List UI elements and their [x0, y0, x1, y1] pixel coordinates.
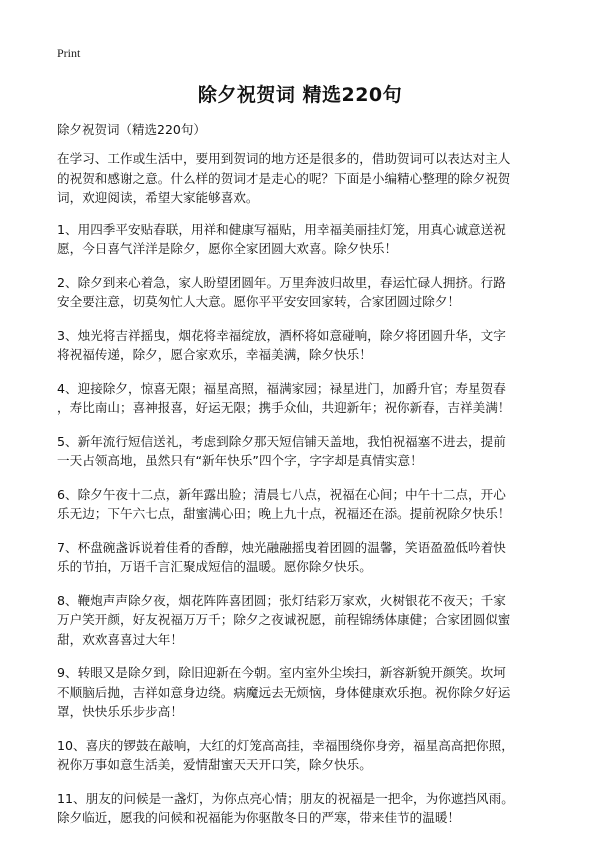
document-body: [57, 149, 547, 842]
greeting-item: 8、鞭炮声声除夕夜，烟花阵阵喜团圆；张灯结彩万家欢，火树银花不夜天；千家 万户笑开颜，好友祝福万万千；除夕之夜诚祝愿，前程锦绣体康健；合家团圆似蜜 甜，欢欢喜喜过大年！: [57, 592, 511, 647]
greeting-item: 11、朋友的问候是一盏灯，为你点亮心情；朋友的祝福是一把伞，为你遮挡风雨。 除夕临近，愿我的问候和祝福能为你驱散冬日的严寒，带来佳节的温暖！: [57, 790, 514, 825]
greeting-item: 4、迎接除夕，惊喜无限；福星高照，福满家园；禄星进门，加爵升官；寿星贺春 ，寿比南山；喜神报喜，好运无限；携手众仙，共迎新年；祝你新春，吉祥美满！: [57, 380, 511, 415]
greeting-item: 10、喜庆的锣鼓在敲响，大红的灯笼高高挂，幸福围绕你身旁，福星高高把你照， 祝你万事如意生活美，爱情甜蜜天天开口笑，除夕快乐。: [57, 737, 514, 772]
document-subtitle: 除夕祝贺词（精选220句）: [57, 122, 206, 137]
print-link[interactable]: Print: [57, 46, 81, 60]
greeting-item: 7、杯盘碗盏诉说着佳肴的香醇，烛光融融摇曳着团圆的温馨，笑语盈盈低吟着快 乐的节拍，万语千言汇聚成短信的温暖。愿你除夕快乐。: [57, 539, 506, 574]
greeting-item: 9、转眼又是除夕到，除旧迎新在今朝。室内室外尘埃扫，新容新貌开颜笑。坎坷 不顺脑后抛，吉祥如意身边绕。病魔远去无烦恼，身体健康欢乐抱。祝你除夕好运 罩，快快乐乐步步高！: [57, 665, 511, 719]
greeting-item: 3、烛光将吉祥摇曳，烟花将幸福绽放，酒杯将如意碰响，除夕将团圆升华，文字 将祝福传递，除夕，愿合家欢乐，幸福美满，除夕快乐！: [57, 327, 506, 362]
greeting-item: 5、新年流行短信送礼，考虑到除夕那天短信铺天盖地，我怕祝福塞不进去，提前 一天占领高地，虽然只有“新年快乐”四个字，字字却是真情实意！: [57, 433, 506, 468]
intro-paragraph: 在学习、工作或生活中，要用到贺词的地方还是很多的，借助贺词可以表达对主人 的祝贺和感谢之意。什么样的贺词才是走心的呢？下面是小编精心整理的除夕祝贺 词，欢迎阅读，希望大家能够喜欢。: [57, 151, 511, 205]
greeting-item: 2、除夕到来心着急，家人盼望团圆年。万里奔波归故里，春运忙碌人拥挤。行路 安全要注意，切莫匆忙人大意。愿你平平安安回家转，合家团圆过除夕！: [57, 274, 506, 309]
page-title: 除夕祝贺词 精选220句: [197, 84, 403, 106]
greeting-item: 1、用四季平安贴春联，用祥和健康写福贴，用幸福美丽挂灯笼，用真心诚意送祝 愿，今日喜气洋洋是除夕，愿你全家团圆大欢喜。除夕快乐！: [57, 221, 506, 256]
greeting-item: 6、除夕午夜十二点，新年露出脸；清晨七八点，祝福在心间；中午十二点，开心 乐无边；下午六七点，甜蜜满心田；晚上九十点，祝福还在添。提前祝除夕快乐！: [57, 486, 511, 521]
